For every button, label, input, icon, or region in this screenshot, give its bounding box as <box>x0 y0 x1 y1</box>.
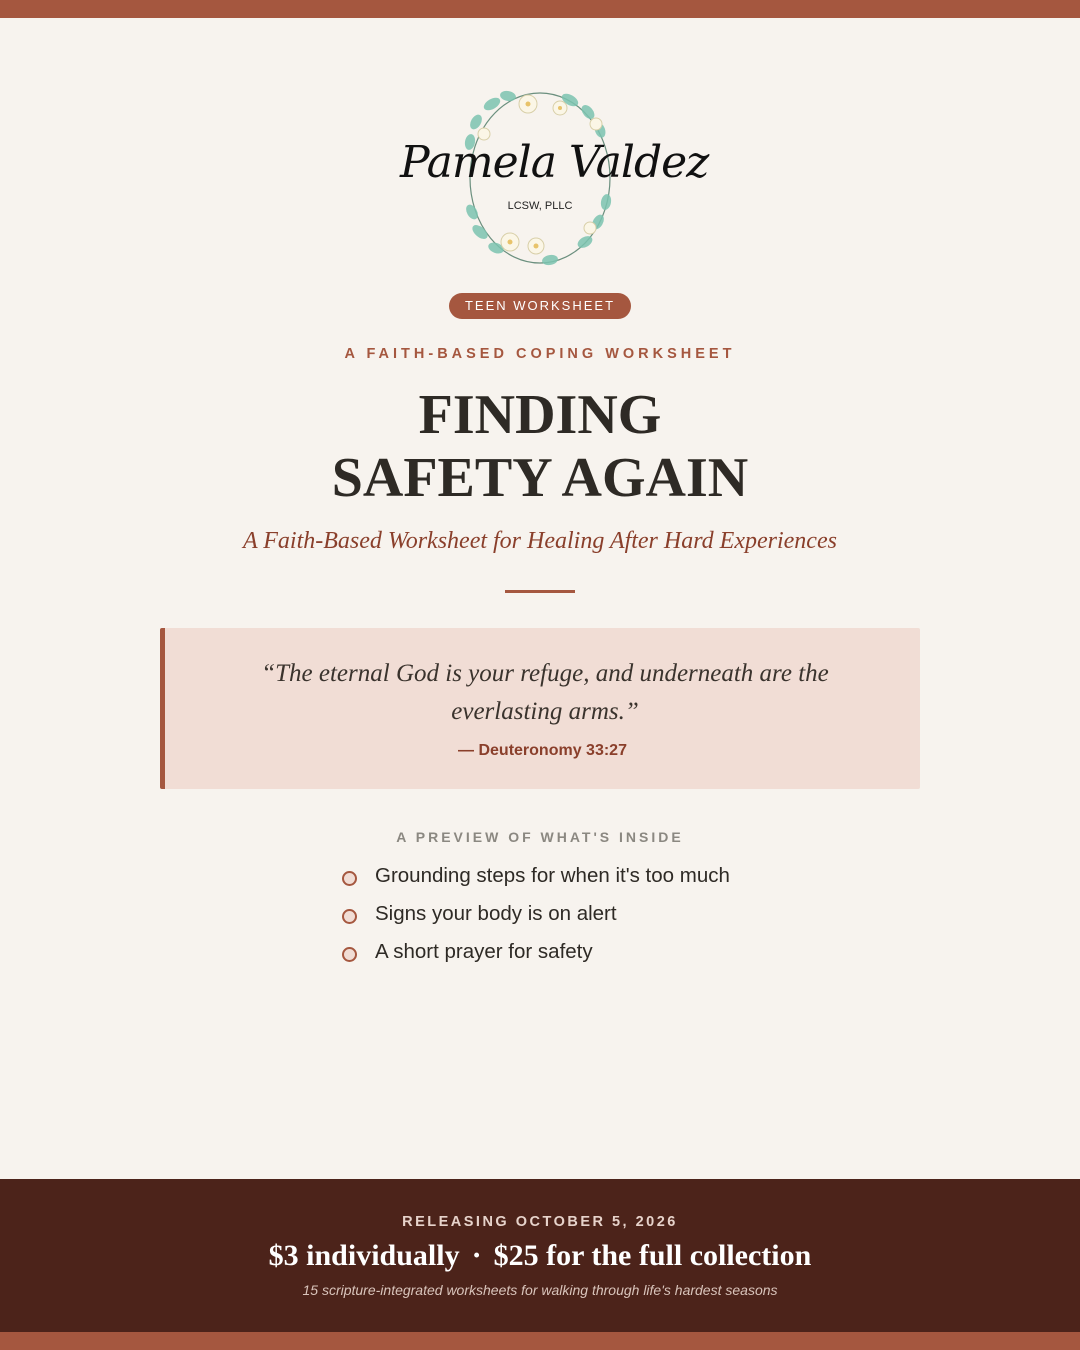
price-collection: $25 for the full collection <box>493 1239 812 1272</box>
quote-citation: — Deuteronomy 33:27 <box>458 742 627 759</box>
circle-bullet-icon <box>342 871 357 886</box>
brand-logo <box>400 82 709 274</box>
preview-list <box>340 862 780 976</box>
price-separator: · <box>471 1239 482 1272</box>
bottom-accent-bar <box>0 1332 1080 1350</box>
circle-bullet-icon <box>342 909 357 924</box>
list-item <box>340 862 780 900</box>
list-item-text: Signs your body is on alert <box>375 902 617 925</box>
list-item-text: A short prayer for safety <box>375 940 593 963</box>
page-title <box>0 384 1080 510</box>
eyebrow-heading: A FAITH-BASED COPING WORKSHEET <box>344 346 736 362</box>
brand-name: Pamela Valdez <box>400 137 709 188</box>
scripture-quote-box <box>160 628 920 789</box>
price-individual: $3 individually <box>268 1239 460 1272</box>
list-item-text: Grounding steps for when it's too much <box>375 864 730 887</box>
release-date: RELEASING OCTOBER 5, 2026 <box>402 1214 678 1230</box>
title-line-1: FINDING <box>418 384 662 446</box>
pricing-line <box>0 1239 1080 1273</box>
page-subtitle: A Faith-Based Worksheet for Healing After Hard Experiences <box>243 528 837 554</box>
release-footer <box>0 1179 1080 1332</box>
collection-tagline: 15 scripture-integrated worksheets for walking through life's hardest seasons <box>302 1282 778 1298</box>
preview-heading: A PREVIEW OF WHAT'S INSIDE <box>396 829 684 845</box>
audience-badge: TEEN WORKSHEET <box>449 293 631 319</box>
title-line-2: SAFETY AGAIN <box>331 447 749 509</box>
list-item <box>340 938 780 976</box>
top-accent-bar <box>0 0 1080 18</box>
list-item <box>340 900 780 938</box>
section-divider <box>505 590 575 593</box>
quote-text: “The eternal God is your refuge, and underneath are the everlasting arms.” <box>261 660 829 725</box>
brand-credentials: LCSW, PLLC <box>507 200 573 212</box>
circle-bullet-icon <box>342 947 357 962</box>
